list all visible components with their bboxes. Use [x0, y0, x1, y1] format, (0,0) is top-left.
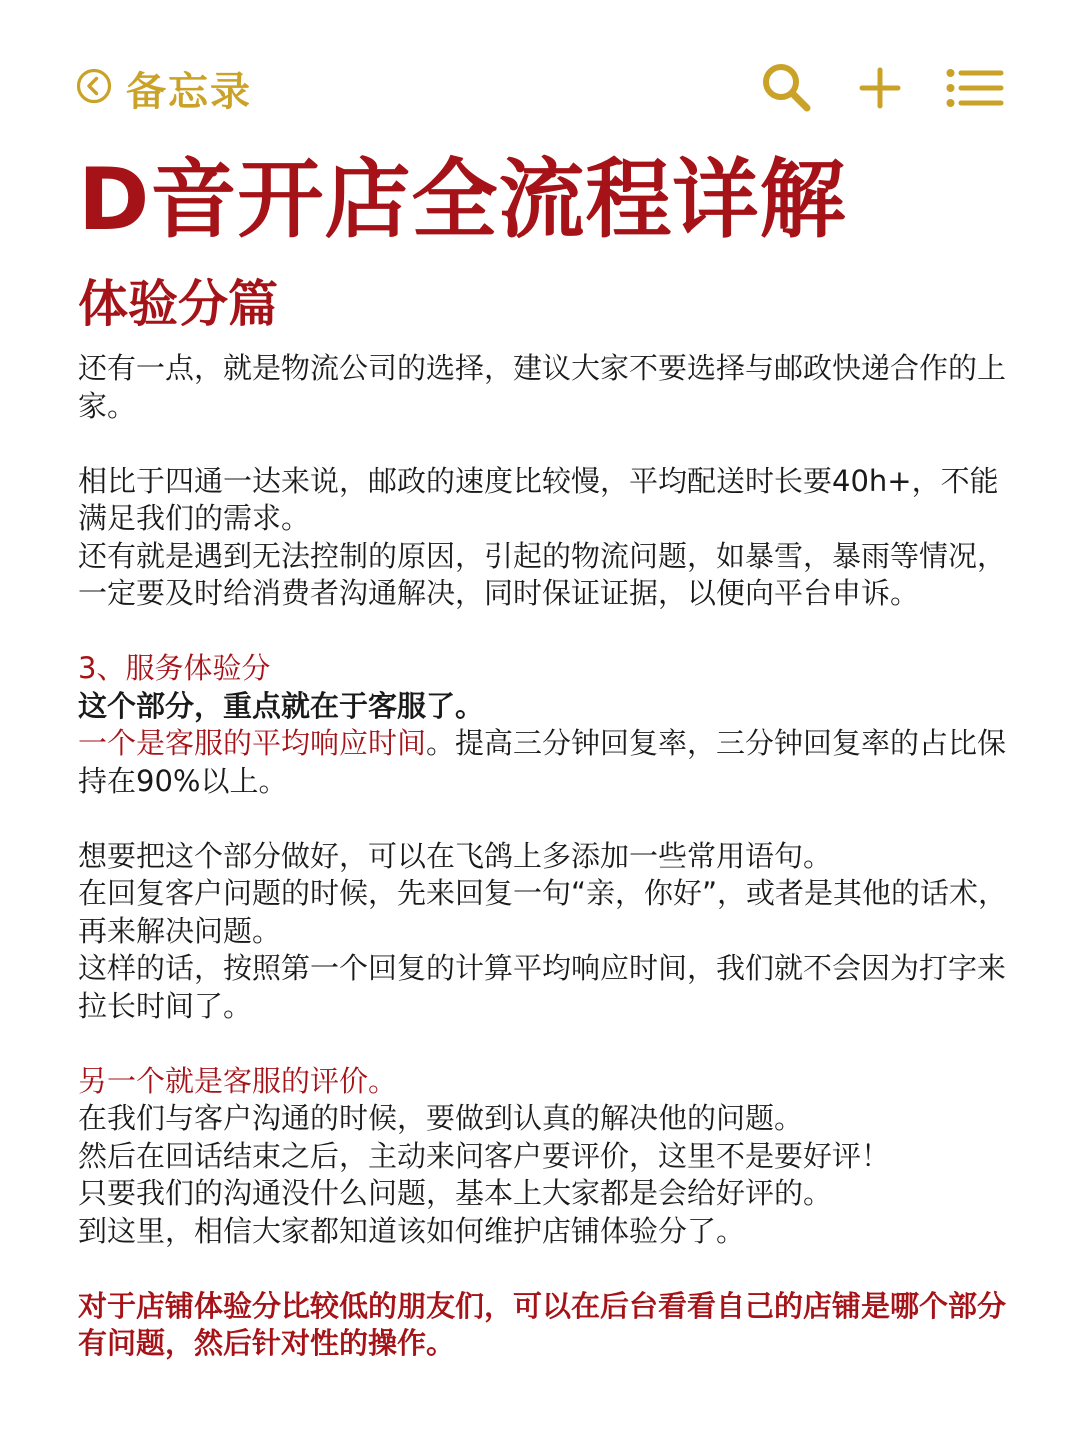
closing-note: 对于店铺体验分比较低的朋友们，可以在后台看看自己的店铺是哪个部分有问题，然后针对性的操作。: [78, 1288, 1007, 1360]
point-heading: 另一个就是客服的评价。: [78, 1063, 398, 1098]
note-body: [78, 350, 1008, 1363]
paragraph-text: 。提高三分钟回复率，三分钟回复率的占比保持在90%以上。: [78, 726, 1007, 798]
chevron-left-circle-icon: [76, 68, 112, 108]
paragraph: 相比于四通一达来说，邮政的速度比较慢，平均配送时长要40h+，不能满足我们的需求。: [78, 463, 999, 535]
search-icon[interactable]: [760, 61, 814, 115]
page-subtitle: 体验分篇: [78, 275, 278, 333]
highlight-text: 一个是客服的平均响应时间: [78, 726, 427, 760]
paragraph: 还有一点，就是物流公司的选择，建议大家不要选择与邮政快递合作的上家。: [78, 351, 1007, 423]
plus-icon[interactable]: [858, 66, 902, 110]
paragraph: 在回复客户问题的时候，先来回复一句“亲，你好”，或者是其他的话术，再来解决问题。: [78, 876, 1008, 948]
spacer: [78, 1025, 1008, 1063]
paragraph: 还有就是遇到无法控制的原因，引起的物流问题，如暴雪，暴雨等情况，一定要及时给消费者沟通解决，同时保证证据，以便向平台申诉。: [78, 538, 1007, 610]
spacer: [78, 613, 1008, 651]
paragraph: 想要把这个部分做好，可以在飞鸽上多添加一些常用语句。: [78, 838, 833, 873]
page-title: D音开店全流程详解: [78, 150, 847, 250]
paragraph: 到这里，相信大家都知道该如何维护店铺体验分了。: [78, 1213, 746, 1248]
paragraph: 这样的话，按照第一个回复的计算平均响应时间，我们就不会因为打字来拉长时间了。: [78, 951, 1007, 1023]
section-lead: 这个部分，重点就在于客服了。: [78, 688, 485, 723]
paragraph: 只要我们的沟通没什么问题，基本上大家都是会给好评的。: [78, 1176, 833, 1210]
toolbar-actions: [760, 61, 1004, 115]
section-heading: 3、服务体验分: [78, 651, 271, 685]
paragraph: [78, 725, 1008, 800]
back-button[interactable]: [76, 60, 252, 117]
back-label: 备忘录: [126, 68, 252, 115]
paragraph: 然后在回话结束之后，主动来问客户要评价，这里不是要好评！: [78, 1138, 891, 1173]
paragraph: 在我们与客户沟通的时候，要做到认真的解决他的问题。: [78, 1101, 804, 1135]
list-icon[interactable]: [946, 68, 1004, 108]
top-navigation-bar: [76, 58, 1004, 118]
spacer: [78, 800, 1008, 838]
spacer: [78, 425, 1008, 463]
spacer: [78, 1250, 1008, 1288]
